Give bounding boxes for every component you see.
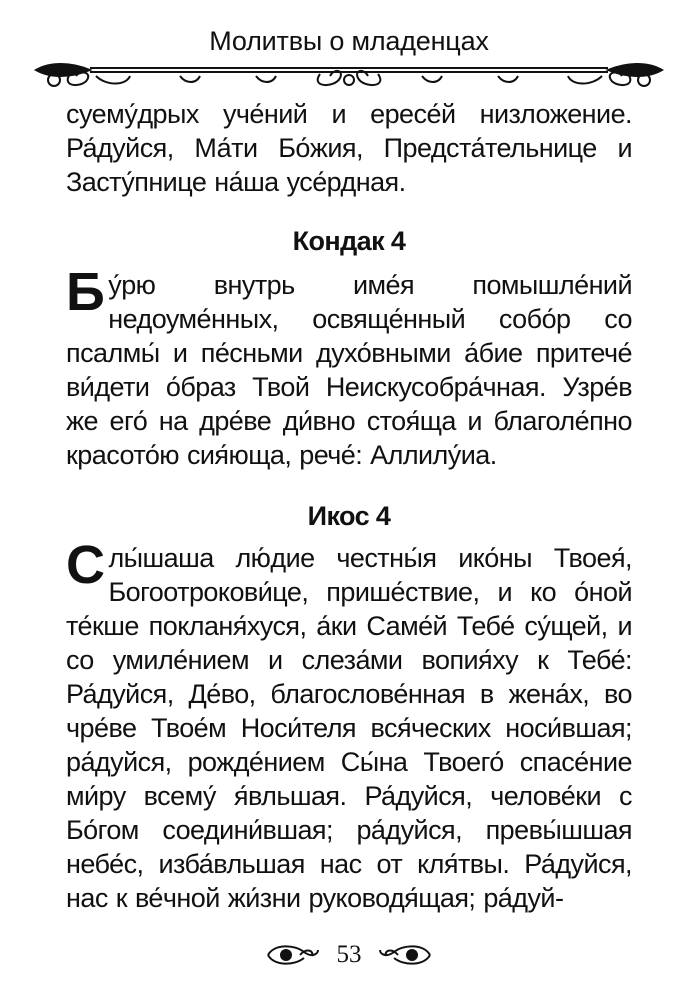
ikos-text: лы́шаша лю́дие честны́я ико́ны Твоея́, Богоотрокови́це, прише́ствие, и ко о́ной те́кше покланя́хуся, а́ки Саме́й Тебе́ су́щей, и со умиле́нием и слеза́ми вопия́ху к Тебе́: Ра́дуйся, Де́во, благослове́нная в жена́х, во чре́ве Твое́м Носи́теля вся́ческих носи́вшая; ра́дуйся, рожде́нием Сы́на Твоего́ спасе́ние ми́ру всему́ я́вльшая. Ра́дуйся, челове́ки с Бо́гом соедини́вшая; ра́дуйся, превы́шшая небе́с, изба́вльшая нас от кля́твы. Ра́дуйся, нас к ве́чной жи́зни руководя́щая; ра́дуй- [66,543,632,913]
scroll-rule-ornament-icon [30,58,668,90]
left-flourish-icon [264,940,322,970]
kondak-paragraph [66,262,632,472]
page-footer [0,940,698,970]
right-flourish-icon [376,940,434,970]
kondak-heading: Кондак 4 [292,226,406,256]
ikos-paragraph [66,535,632,915]
running-head-title: Молитвы о младенцах [209,26,489,56]
kondak-drop-cap: Б [66,262,105,322]
ikos-heading: Икос 4 [307,501,391,531]
kondak-text: у́рю внутрь име́я помышле́ний недоуме́нных, освяще́нный собо́р со псалмы́ и пе́сньми духо́вными а́бие притече́ ви́дети о́браз Твой Неискусобра́чная. Узре́в же его́ на дре́ве ди́вно стоя́ща и благоле́пно красото́ю сия́юща, рече́: Аллилу́иа. [66,270,632,470]
paragraph-continuation: суему́дрых уче́ний и ересе́й низложение. Ра́дуйся, Ма́ти Бо́жия, Предста́тельнице и Засту́пнице на́ша усе́рдная. [66,99,632,197]
ikos-drop-cap: С [66,535,105,595]
page-number: 53 [336,941,362,969]
